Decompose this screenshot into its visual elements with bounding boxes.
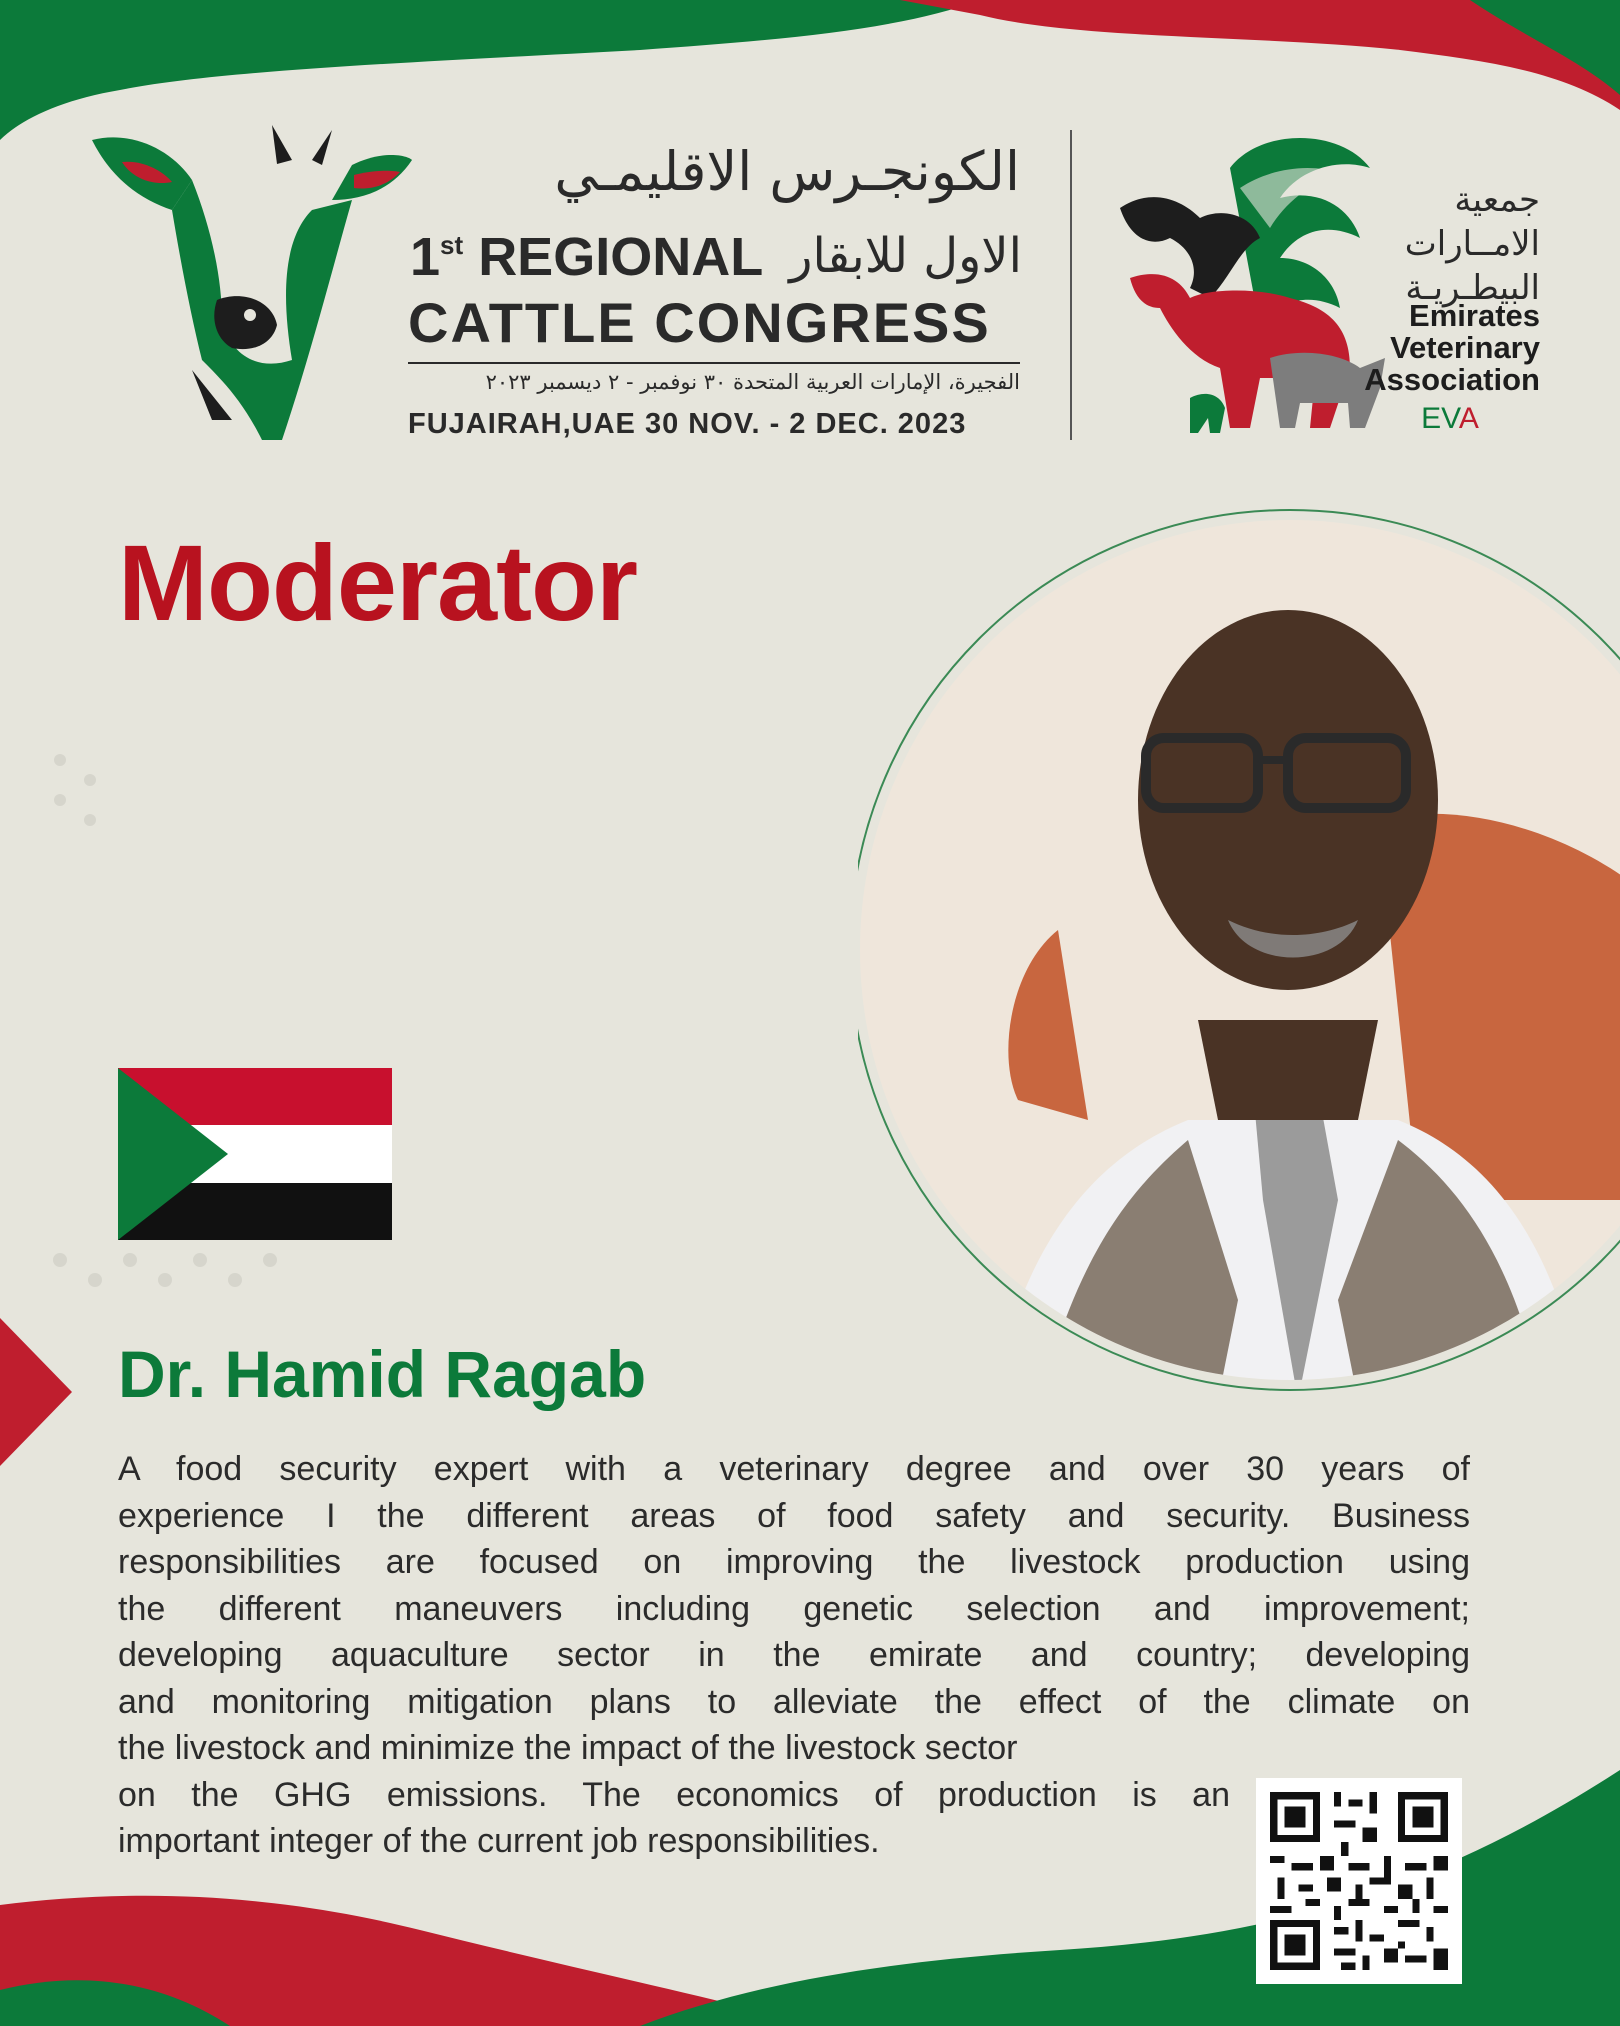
bio-line: the livestock and minimize the impact of the livestock sector xyxy=(118,1729,1018,1767)
qr-code[interactable] xyxy=(1256,1778,1462,1984)
speaker-name: Dr. Hamid Ragab xyxy=(118,1337,647,1411)
speaker-photo xyxy=(858,500,1620,1420)
association-name-english: Emirates Veterinary Association xyxy=(1364,298,1540,397)
header-divider xyxy=(408,362,1020,364)
location-arabic: الفجيرة، الإمارات العربية المتحدة ٣٠ نوفمبر - ٢ ديسمبر ٢٠٢٣ xyxy=(485,370,1020,394)
congress-subtitle xyxy=(410,226,1022,292)
association-name-arabic: جمعية الامــارات البيطـريـة xyxy=(1404,180,1540,308)
association-abbreviation: EVA xyxy=(1421,402,1479,435)
location-english: FUJAIRAH,UAE 30 NOV. - 2 DEC. 2023 xyxy=(408,408,967,440)
bio-line: on the GHG emissions. The economics of production is an xyxy=(118,1775,1230,1814)
bio-line: developing aquaculture sector in the emirate and country; developing xyxy=(118,1636,1470,1674)
congress-title-arabic: الكونجـرس الاقليمـي xyxy=(554,140,1020,203)
speaker-role: Moderator xyxy=(118,522,638,643)
bio-line: and monitoring mitigation plans to alleviate the effect of the climate on xyxy=(118,1682,1470,1721)
bio-line: responsibilities are focused on improving the livestock production using xyxy=(118,1543,1470,1581)
cattle-congress-logo xyxy=(92,120,412,440)
logo-divider xyxy=(1070,130,1072,440)
bio-line: the different maneuvers including genetic selection and improvement; xyxy=(118,1589,1470,1628)
congress-edition: 1st REGIONAL xyxy=(410,227,764,287)
bio-line: A food security expert with a veterinary degree and over 30 years of xyxy=(118,1450,1470,1488)
sudan-flag-icon xyxy=(118,1068,392,1240)
congress-subtitle-arabic: الاول للابقار xyxy=(789,228,1022,284)
bio-line: important integer of the current job responsibilities. xyxy=(118,1822,880,1860)
bio-line: experience I the different areas of food safety and security. Business xyxy=(118,1496,1470,1535)
congress-title-english: CATTLE CONGRESS xyxy=(408,291,991,354)
